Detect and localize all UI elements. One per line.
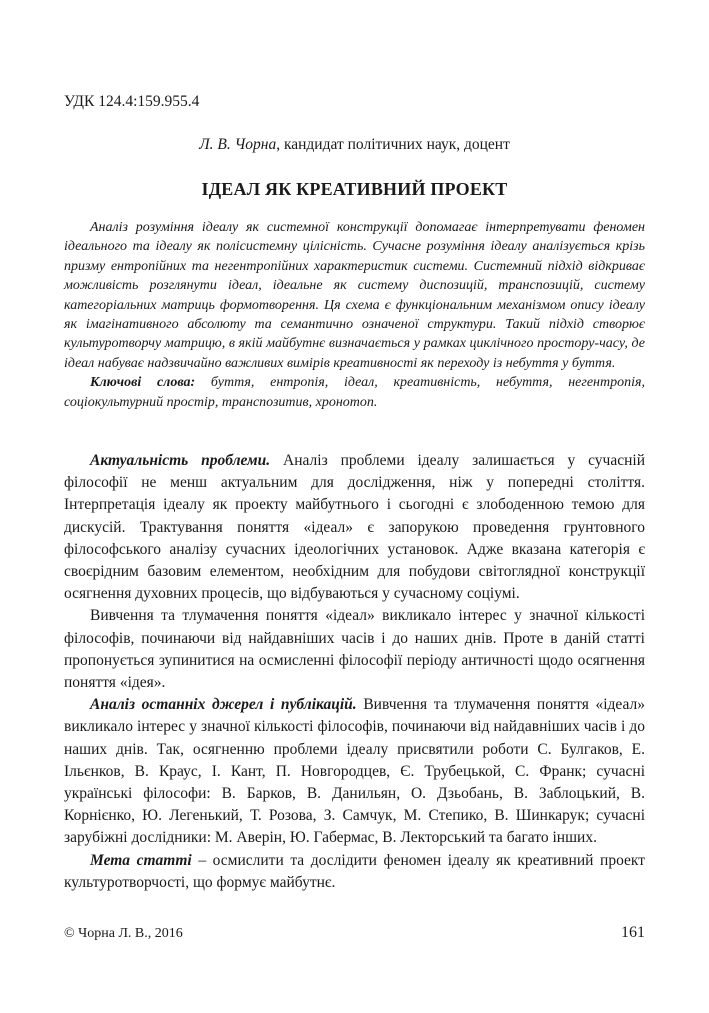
paragraph-text-goal: – осмислити та дослідити феномен ідеалу як креативний проект культуротворчості, що формує майбутнє. [64,851,645,891]
copyright-notice: © Чорна Л. В., 2016 [64,926,183,941]
paragraph-lead-relevance: Актуальність проблеми. [90,452,271,469]
paragraph-relevance [64,450,645,605]
paragraph-goal [64,850,645,894]
page-number: 161 [621,924,645,941]
paragraph-sources [64,694,645,849]
abstract [64,218,645,412]
keywords [64,373,645,412]
author-name: Л. В. Чорна [199,136,277,153]
paragraph-text-sources: Вивчення та тлумачення поняття «ідеал» викликало інтерес у значної кількості філософів, починаючи від найдавніших часів і до наших днів. Так, осягненню проблеми ідеалу присвятили роботи С. Булгаков, Е. Ільєнков, В. Краус, І. Кант, П. Новгородцев, Є. Трубецькой, С. Франк; сучасні українські філософи: В. Барков, В. Данильян, О. Дзьобань, В. Заблоцький, В. Корнієнко, Ю. Легенький, Т. Розова, З. Самчук, М. Степико, В. Шинкарук; сучасні зарубіжні дослідники: М. Аверін, Ю. Габермас, В. Лекторський та багато інших. [64,696,646,847]
keywords-label: Ключові слова: [90,375,196,391]
paragraph-lead-sources: Аналіз останніх джерел і публікацій. [90,696,357,714]
abstract-text: Аналіз розуміння ідеалу як системної конструкції допомагає інтерпретувати феномен ідеального та ідеалу як полісистемну цілісність. Сучасне розуміння ідеалу аналізується крізь призму ентропійних та негентропійних характеристик системи. Системний підхід відкриває можливість розглянути ідеал, ідеальне як систему диспозицій, транспозицій, систему категоріальних матриць формотворення. Ця схема є функціональним механізмом опису ідеалу як імагінативного абсолюту та семантично означеної структури. Такий підхід створює культуротворчу матрицю, в якій майбутнє визначається у рамках циклічного простору-часу, де ідеал набуває надзвичайно важливих вимірів креативності як переходу із небуття у буття. [64,220,645,371]
paragraph-study: Вивчення та тлумачення поняття «ідеал» викликало інтерес у значної кількості філософів, починаючи від найдавніших часів і до наших днів. Проте в даній статті пропонується зупинитися на осмисленні філософії періоду античності щодо осягнення поняття «ідея». [64,607,645,692]
author-title: , кандидат політичних наук, доцент [276,136,510,153]
udk-code: УДК 124.4:159.955.4 [64,93,200,110]
article-body [64,450,645,894]
keywords-text: буття, ентропія, ідеал, креативність, небуття, негентропія, соціокультурний простір, транспозитив, хронотоп. [64,375,645,410]
author-line [0,136,709,154]
paragraph-lead-goal: Мета статті [90,851,192,869]
paragraph-text-relevance: Аналіз проблеми ідеалу залишається у сучасній філософії не менш актуальним для дослідження, ніж у попередні століття. Інтерпретація ідеалу як проекту майбутнього і сьогодні є злободенною темою для дискусій. Трактування поняття «ідеал» є запорукою проведення грунтовного філософського аналізу сучасних ідеологічних установок. Адже вказана категорія є своєрідним базовим елементом, необхідним для побудови світоглядної конструкції осягнення духовних процесів, що відбуваються у сучасному соціумі. [64,452,645,603]
article-title: ІДЕАЛ ЯК КРЕАТИВНИЙ ПРОЕКТ [201,179,508,199]
